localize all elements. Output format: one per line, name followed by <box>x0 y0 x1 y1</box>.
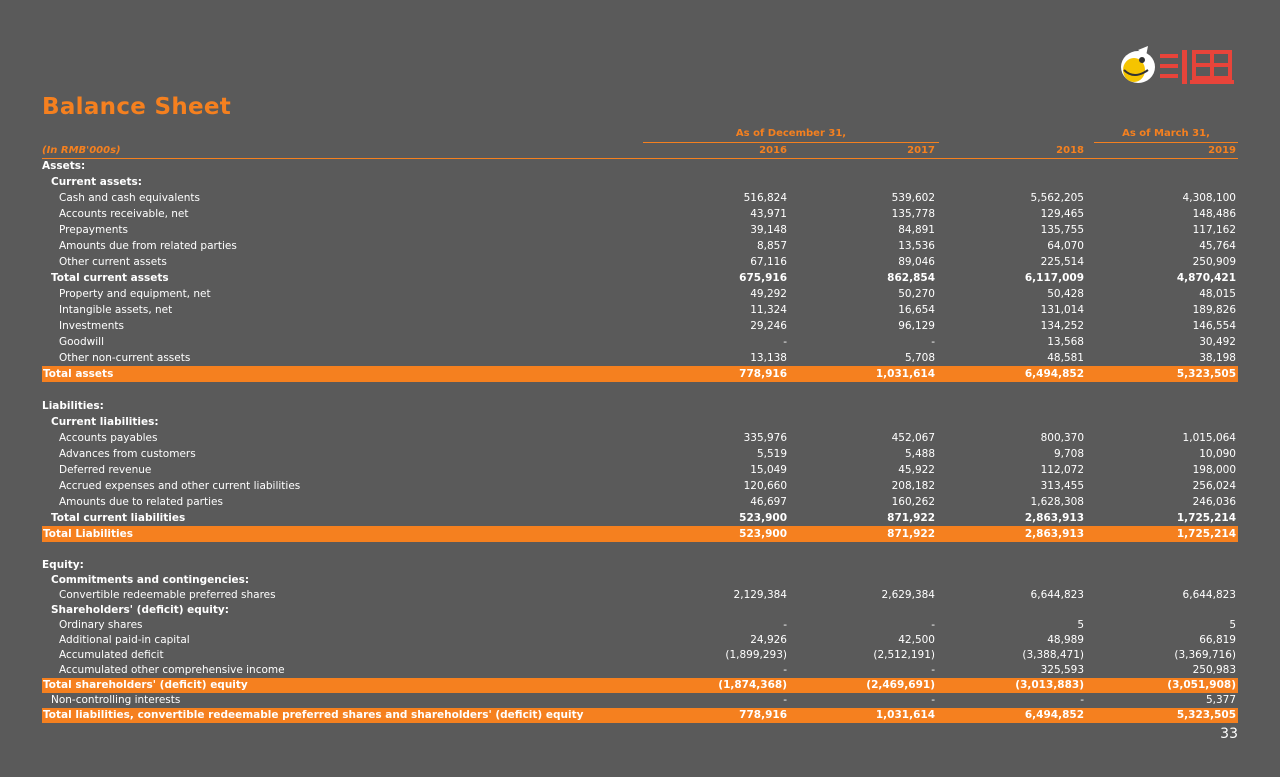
header-underline-march <box>1094 142 1238 143</box>
cell-value: 250,909 <box>1192 256 1236 268</box>
cell-value: 8,857 <box>756 240 787 252</box>
cell-value: 1,015,064 <box>1182 432 1236 444</box>
cell-value: - <box>931 619 935 631</box>
table-row <box>42 318 1238 334</box>
header-underline-december <box>643 142 939 143</box>
cell-value: 84,891 <box>898 224 935 236</box>
cell-value: 134,252 <box>1040 320 1084 332</box>
cell-value: 148,486 <box>1192 208 1236 220</box>
cell-value: 117,162 <box>1192 224 1236 236</box>
table-row <box>42 302 1238 318</box>
cell-value: 48,581 <box>1047 352 1084 364</box>
cell-value: - <box>931 336 935 348</box>
table-row <box>42 648 1238 663</box>
cell-value: 313,455 <box>1040 480 1084 492</box>
cell-value: 246,036 <box>1192 496 1236 508</box>
row-label: Other non-current assets <box>59 352 191 364</box>
cell-value: 198,000 <box>1192 464 1236 476</box>
cell-value: 42,500 <box>898 634 935 646</box>
cell-value: 45,922 <box>898 464 935 476</box>
cell-value: 46,697 <box>750 496 787 508</box>
row-label: Liabilities: <box>42 400 104 412</box>
row-label: Total current assets <box>51 272 169 284</box>
row-label: Additional paid-in capital <box>59 634 190 646</box>
table-row <box>42 494 1238 510</box>
cell-value: 1,725,214 <box>1176 512 1236 524</box>
cell-value: 2,863,913 <box>1024 512 1084 524</box>
unit-label: (In RMB'000s) <box>42 145 121 156</box>
cell-value: 6,644,823 <box>1030 589 1084 601</box>
cell-value: 45,764 <box>1199 240 1236 252</box>
cell-value: 135,778 <box>891 208 935 220</box>
cell-value: 96,129 <box>898 320 935 332</box>
cell-value: 2,629,384 <box>881 589 935 601</box>
balance-sheet-table <box>42 158 1238 723</box>
row-label: Commitments and contingencies: <box>51 574 250 586</box>
cell-value: 5,562,205 <box>1030 192 1084 204</box>
row-label: Prepayments <box>59 224 128 236</box>
cell-value: 5 <box>1077 619 1084 631</box>
cell-value: 871,922 <box>887 512 935 524</box>
cell-value: - <box>783 619 787 631</box>
table-row <box>42 414 1238 430</box>
row-label: Cash and cash equivalents <box>59 192 200 204</box>
table-row <box>42 206 1238 222</box>
cell-value: 208,182 <box>891 480 935 492</box>
row-label: Total shareholders' (deficit) equity <box>43 679 248 691</box>
cell-value: 675,916 <box>739 272 787 284</box>
cell-value: 5,323,505 <box>1176 368 1236 380</box>
cell-value: 4,308,100 <box>1182 192 1236 204</box>
header-group-march: As of March 31, <box>1122 128 1210 139</box>
cell-value: 10,090 <box>1199 448 1236 460</box>
cell-value: 1,031,614 <box>875 709 935 721</box>
douyu-logo <box>1114 44 1238 90</box>
total-row <box>42 708 1238 723</box>
cell-value: 516,824 <box>743 192 787 204</box>
cell-value: 256,024 <box>1192 480 1236 492</box>
cell-value: 67,116 <box>750 256 787 268</box>
cell-value: 6,494,852 <box>1024 709 1084 721</box>
cell-value: 38,198 <box>1199 352 1236 364</box>
cell-value: 5 <box>1229 619 1236 631</box>
row-label: Total assets <box>43 368 114 380</box>
row-label: Accumulated deficit <box>59 649 164 661</box>
cell-value: - <box>1080 694 1084 706</box>
cell-value: 64,070 <box>1047 240 1084 252</box>
table-row <box>42 633 1238 648</box>
header-group-december: As of December 31, <box>735 128 847 139</box>
cell-value: 9,708 <box>1053 448 1084 460</box>
cell-value: 4,870,421 <box>1176 272 1236 284</box>
cell-value: 539,602 <box>891 192 935 204</box>
cell-value: - <box>931 694 935 706</box>
row-label: Accumulated other comprehensive income <box>59 664 285 676</box>
table-row <box>42 663 1238 678</box>
table-row <box>42 254 1238 270</box>
table-row <box>42 238 1238 254</box>
cell-value: 778,916 <box>739 368 787 380</box>
cell-value: (3,369,716) <box>1174 649 1236 661</box>
cell-value: 11,324 <box>750 304 787 316</box>
cell-value: - <box>931 664 935 676</box>
table-row <box>42 603 1238 618</box>
cell-value: 135,755 <box>1040 224 1084 236</box>
cell-value: 49,292 <box>750 288 787 300</box>
column-header-row <box>42 144 1238 159</box>
table-row <box>42 190 1238 206</box>
row-label: Total current liabilities <box>51 512 186 524</box>
table-row <box>42 158 1238 174</box>
row-label: Current assets: <box>51 176 142 188</box>
table-row <box>42 398 1238 414</box>
cell-value: 871,922 <box>887 528 935 540</box>
cell-value: 800,370 <box>1040 432 1084 444</box>
col-2019: 2019 <box>1208 145 1236 156</box>
cell-value: 250,983 <box>1192 664 1236 676</box>
cell-value: 50,270 <box>898 288 935 300</box>
cell-value: 24,926 <box>750 634 787 646</box>
cell-value: 2,129,384 <box>733 589 787 601</box>
row-label: Accrued expenses and other current liabilities <box>59 480 301 492</box>
row-label: Deferred revenue <box>59 464 152 476</box>
cell-value: 523,900 <box>739 528 787 540</box>
fish-mascot-icon <box>1114 44 1238 90</box>
row-label: Goodwill <box>59 336 104 348</box>
cell-value: 862,854 <box>887 272 935 284</box>
total-row <box>42 366 1238 382</box>
row-label: Other current assets <box>59 256 167 268</box>
row-label: Total liabilities, convertible redeemable preferred shares and shareholders' (deficit) equity <box>43 709 584 721</box>
row-label: Property and equipment, net <box>59 288 211 300</box>
cell-value: 15,049 <box>750 464 787 476</box>
cell-value: 335,976 <box>743 432 787 444</box>
cell-value: - <box>783 336 787 348</box>
cell-value: 452,067 <box>891 432 935 444</box>
cell-value: 5,323,505 <box>1176 709 1236 721</box>
cell-value: 129,465 <box>1040 208 1084 220</box>
cell-value: 131,014 <box>1040 304 1084 316</box>
table-row <box>42 478 1238 494</box>
table-row <box>42 286 1238 302</box>
cell-value: 13,568 <box>1047 336 1084 348</box>
row-label: Amounts due from related parties <box>59 240 237 252</box>
table-row <box>42 222 1238 238</box>
cell-value: 1,628,308 <box>1030 496 1084 508</box>
cell-value: 48,015 <box>1199 288 1236 300</box>
table-row <box>42 618 1238 633</box>
row-label: Current liabilities: <box>51 416 159 428</box>
cell-value: 50,428 <box>1047 288 1084 300</box>
cell-value: (2,512,191) <box>873 649 935 661</box>
cell-value: - <box>783 664 787 676</box>
cell-value: 6,644,823 <box>1182 589 1236 601</box>
cell-value: 225,514 <box>1040 256 1084 268</box>
row-label: Amounts due to related parties <box>59 496 223 508</box>
table-row <box>42 510 1238 526</box>
cell-value: 5,708 <box>904 352 935 364</box>
cell-value: (2,469,691) <box>866 679 935 691</box>
table-row <box>42 270 1238 286</box>
table-row <box>42 430 1238 446</box>
cell-value: 89,046 <box>898 256 935 268</box>
cell-value: 5,377 <box>1205 694 1236 706</box>
cell-value: 6,117,009 <box>1024 272 1084 284</box>
row-label: Equity: <box>42 559 84 571</box>
row-label: Total Liabilities <box>43 528 134 540</box>
row-label: Assets: <box>42 160 86 172</box>
cell-value: 30,492 <box>1199 336 1236 348</box>
cell-value: 778,916 <box>739 709 787 721</box>
total-row <box>42 526 1238 542</box>
cell-value: 146,554 <box>1192 320 1236 332</box>
row-label: Accounts payables <box>59 432 158 444</box>
table-row <box>42 462 1238 478</box>
col-2016: 2016 <box>759 145 787 156</box>
cell-value: 5,519 <box>756 448 787 460</box>
row-label: Investments <box>59 320 124 332</box>
cell-value: (1,874,368) <box>718 679 787 691</box>
cell-value: 120,660 <box>743 480 787 492</box>
spacer-row <box>42 382 1238 398</box>
table-row <box>42 446 1238 462</box>
page-title: Balance Sheet <box>42 94 232 120</box>
cell-value: - <box>783 694 787 706</box>
col-2018: 2018 <box>1056 145 1084 156</box>
cell-value: 5,488 <box>904 448 935 460</box>
table-row <box>42 693 1238 708</box>
spacer-row <box>42 542 1238 558</box>
table-row <box>42 174 1238 190</box>
cell-value: 39,148 <box>750 224 787 236</box>
cell-value: 66,819 <box>1199 634 1236 646</box>
col-2017: 2017 <box>907 145 935 156</box>
cell-value: 13,536 <box>898 240 935 252</box>
cell-value: 1,725,214 <box>1176 528 1236 540</box>
table-row <box>42 350 1238 366</box>
cell-value: 523,900 <box>739 512 787 524</box>
page-number: 33 <box>1220 726 1238 742</box>
cell-value: (3,051,908) <box>1167 679 1236 691</box>
table-row <box>42 588 1238 603</box>
row-label: Non-controlling interests <box>51 694 181 706</box>
cell-value: 43,971 <box>750 208 787 220</box>
cell-value: 29,246 <box>750 320 787 332</box>
cell-value: (1,899,293) <box>725 649 787 661</box>
cell-value: (3,388,471) <box>1022 649 1084 661</box>
table-row <box>42 334 1238 350</box>
cell-value: 189,826 <box>1192 304 1236 316</box>
cell-value: 325,593 <box>1040 664 1084 676</box>
cell-value: 48,989 <box>1047 634 1084 646</box>
row-label: Accounts receivable, net <box>59 208 189 220</box>
cell-value: 160,262 <box>891 496 935 508</box>
row-label: Shareholders' (deficit) equity: <box>51 604 229 616</box>
cell-value: 16,654 <box>898 304 935 316</box>
row-label: Advances from customers <box>59 448 196 460</box>
row-label: Convertible redeemable preferred shares <box>59 589 276 601</box>
cell-value: 6,494,852 <box>1024 368 1084 380</box>
cell-value: 112,072 <box>1040 464 1084 476</box>
cell-value: 1,031,614 <box>875 368 935 380</box>
row-label: Intangible assets, net <box>59 304 173 316</box>
table-row <box>42 558 1238 573</box>
cell-value: 2,863,913 <box>1024 528 1084 540</box>
total-row <box>42 678 1238 693</box>
table-row <box>42 573 1238 588</box>
cell-value: (3,013,883) <box>1015 679 1084 691</box>
row-label: Ordinary shares <box>59 619 143 631</box>
cell-value: 13,138 <box>750 352 787 364</box>
